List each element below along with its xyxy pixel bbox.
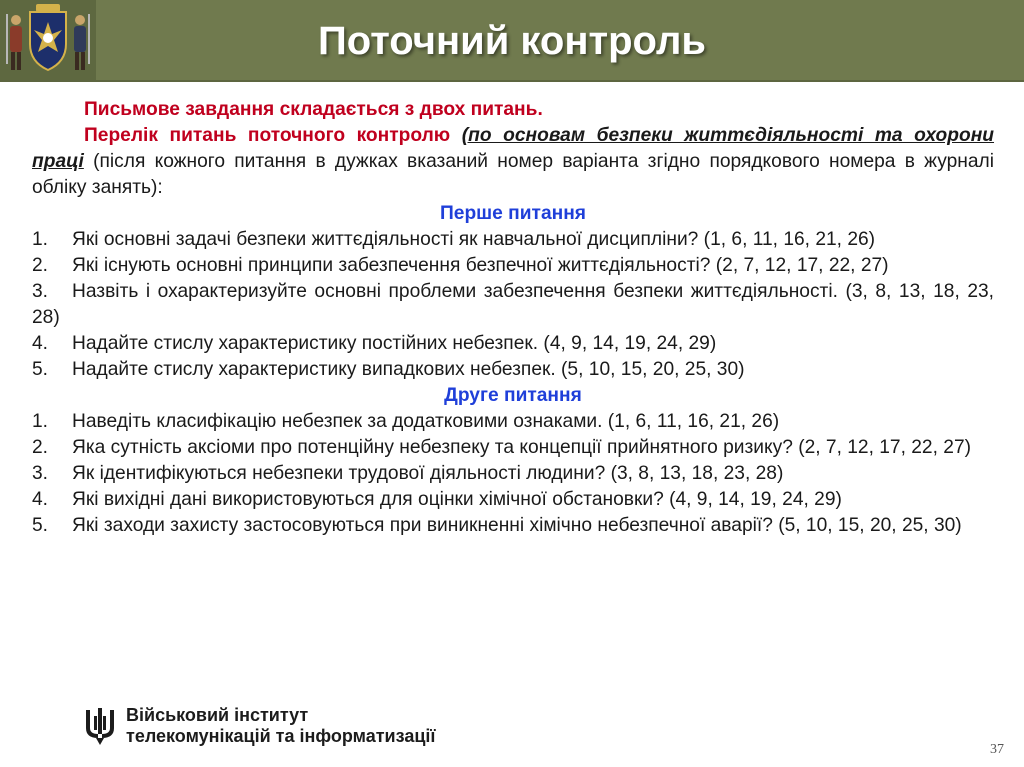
question-item (32, 435, 994, 461)
section-heading-first: Перше питання (439, 203, 586, 224)
question-text: Надайте стислу характеристику випадкових небезпек. (5, 10, 15, 20, 25, 30) (72, 359, 745, 380)
page-title: Поточний контроль (318, 19, 706, 63)
question-number: 3. (32, 281, 49, 302)
question-text: Які вихідні дані використовуються для оцінки хімічної обстановки? (4, 9, 14, 19, 24, 29) (72, 489, 842, 510)
intro-line-2-label: Перелік питань поточного контролю (84, 125, 451, 146)
institute-name (126, 705, 435, 747)
question-number: 2. (32, 255, 49, 276)
question-number: 1. (32, 411, 49, 432)
question-number: 3. (32, 463, 49, 484)
question-item (32, 513, 994, 539)
intro-line-2-rest: (після кожного питання в дужках вказаний номер варіанта згідно порядкового номера в журналі обліку занять): (32, 151, 994, 198)
institute-name-line-1: Військовий інститут (126, 705, 309, 725)
question-item (32, 357, 994, 383)
question-text: Як ідентифікуються небезпеки трудової діяльності людини? (3, 8, 13, 18, 23, 28) (72, 463, 784, 484)
question-number: 4. (32, 489, 49, 510)
question-item (32, 461, 994, 487)
question-text: Наведіть класифікацію небезпек за додатковими ознаками. (1, 6, 11, 16, 21, 26) (72, 411, 780, 432)
question-item (32, 331, 994, 357)
institute-name-line-2: телекомунікацій та інформатизації (126, 726, 436, 746)
question-text: Яка сутність аксіоми про потенційну небезпеку та концепції прийнятного ризику? (2, 7, 12, 17, 22, 27) (72, 437, 972, 458)
question-text: Які існують основні принципи забезпечення безпечної життєдіяльності? (2, 7, 12, 17, 22, 27) (72, 255, 889, 276)
question-item (32, 409, 994, 435)
section-heading-second: Друге питання (444, 385, 582, 406)
question-item (32, 227, 994, 253)
question-number: 5. (32, 359, 49, 380)
question-number: 4. (32, 333, 49, 354)
question-text: Які основні задачі безпеки життєдіяльності як навчальної дисципліни? (1, 6, 11, 16, 21, 26) (72, 229, 876, 250)
question-text: Надайте стислу характеристику постійних небезпек. (4, 9, 14, 19, 24, 29) (72, 333, 717, 354)
question-text: Які заходи захисту застосовуються при виникненні хімічно небезпечної аварії? (5, 10, 15, 20, 25, 30) (72, 515, 962, 536)
question-number: 2. (32, 437, 49, 458)
question-item (32, 487, 994, 513)
header-bar (0, 0, 1024, 82)
question-item (32, 279, 994, 331)
question-number: 5. (32, 515, 49, 536)
intro-paragraph (32, 123, 994, 201)
question-text: Назвіть і охарактеризуйте основні проблеми забезпечення безпеки життєдіяльності. (3, 8, 13, 18, 23, 28) (32, 281, 994, 328)
question-item (32, 253, 994, 279)
document-body (32, 97, 994, 539)
trident-icon (84, 706, 116, 746)
question-number: 1. (32, 229, 49, 250)
intro-line-1: Письмове завдання складається з двох питань. (84, 99, 543, 120)
intro-topic: (по основам безпеки життєдіяльності та охорони праці (32, 125, 995, 172)
page-number: 37 (990, 742, 1004, 757)
